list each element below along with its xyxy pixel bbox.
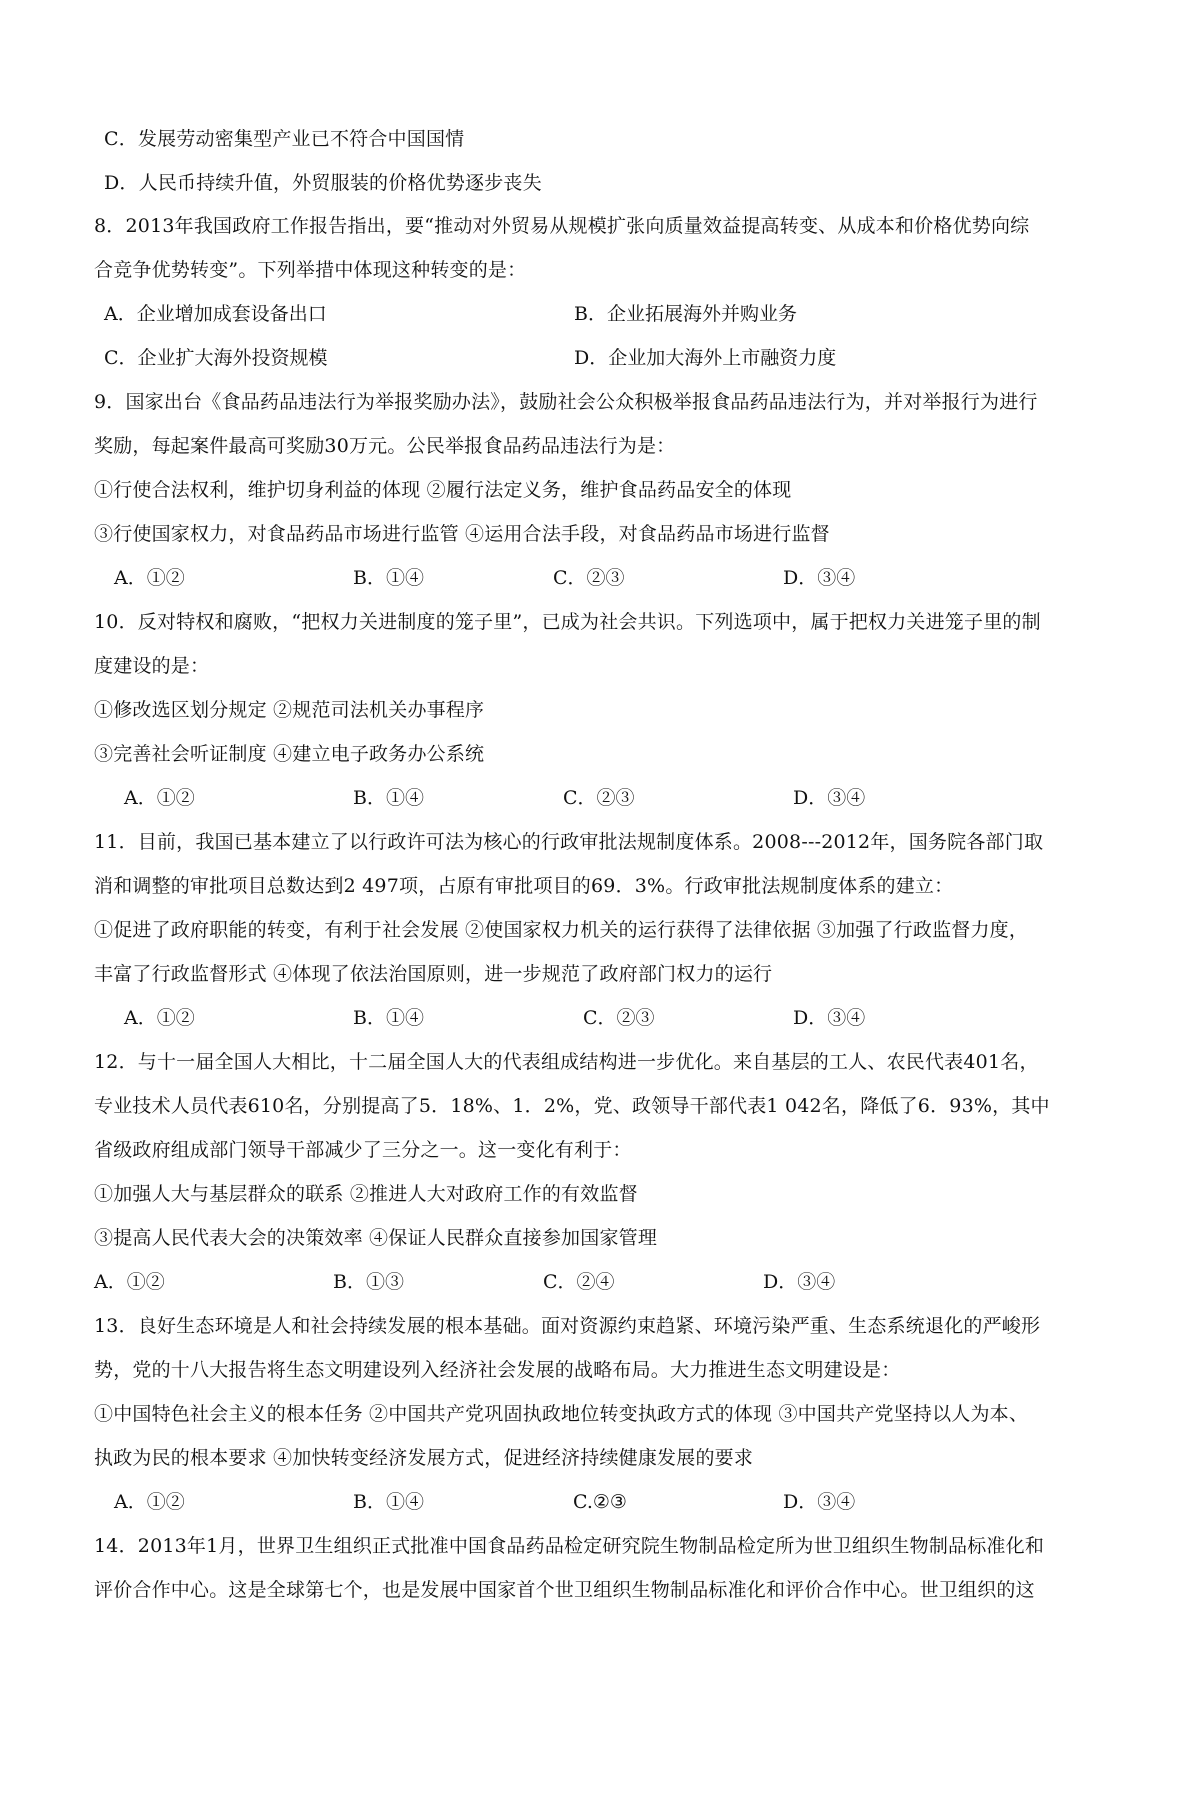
q14-stem-line-1: 14．2013年1月，世界卫生组织正式批准中国食品药品检定研究院生物制品检定所为世卫组织生物制品标准化和: [94, 1535, 1045, 1557]
q10-statement-line-2: ③完善社会听证制度 ④建立电子政务办公系统: [94, 743, 485, 765]
q9-option-c: C．②③: [553, 567, 625, 589]
q13-stem-line-1: 13．良好生态环境是人和社会持续发展的根本基础。面对资源约束趋紧、环境污染严重、生态系统退化的严峻形: [94, 1315, 1041, 1337]
q9-stem-line-1: 9．国家出台《食品药品违法行为举报奖励办法》，鼓励社会公众积极举报食品药品违法行为，并对举报行为进行: [94, 391, 1038, 413]
q11-stem-line-1: 11．目前，我国已基本建立了以行政许可法为核心的行政审批法规制度体系。2008---2012年，国务院各部门取: [94, 831, 1044, 853]
q12-stem-line-1: 12．与十一届全国人大相比，十二届全国人大的代表组成结构进一步优化。来自基层的工人、农民代表401名，: [94, 1051, 1039, 1073]
q10-option-b: B．①④: [353, 787, 424, 809]
q10-option-a: A．①②: [124, 787, 195, 809]
q12-option-d: D．③④: [763, 1271, 836, 1293]
q11-option-d: D．③④: [793, 1007, 866, 1029]
q8-stem-line-2: 合竞争优势转变”。下列举措中体现这种转变的是：: [94, 259, 527, 281]
q12-option-a: A．①②: [94, 1271, 165, 1293]
q13-option-b: B．①④: [353, 1491, 424, 1513]
q10-option-c: C．②③: [563, 787, 635, 809]
q8-stem-line-1: 8．2013年我国政府工作报告指出，要“推动对外贸易从规模扩张向质量效益提高转变、从成本和价格优势向综: [94, 215, 1030, 237]
q9-statement-line-2: ③行使国家权力，对食品药品市场进行监管 ④运用合法手段，对食品药品市场进行监督: [94, 523, 830, 545]
q12-stem-line-3: 省级政府组成部门领导干部减少了三分之一。这一变化有利于：: [94, 1139, 632, 1161]
q9-option-b: B．①④: [353, 567, 424, 589]
q8-option-b: B．企业拓展海外并购业务: [574, 303, 797, 325]
q14-stem-line-2: 评价合作中心。这是全球第七个，也是发展中国家首个世卫组织生物制品标准化和评价合作中心。世卫组织的这: [94, 1579, 1035, 1601]
q9-option-a: A．①②: [114, 567, 185, 589]
q10-statement-line-1: ①修改选区划分规定 ②规范司法机关办事程序: [94, 699, 485, 721]
q11-option-b: B．①④: [353, 1007, 424, 1029]
q13-stem-line-2: 势，党的十八大报告将生态文明建设列入经济社会发展的战略布局。大力推进生态文明建设是：: [94, 1359, 901, 1381]
q7-option-d: D．人民币持续升值，外贸服装的价格优势逐步丧失: [104, 172, 542, 194]
q12-stem-line-2: 专业技术人员代表610名，分别提高了5．18%、1．2%，党、政领导干部代表1 042名，降低了6．93%，其中: [94, 1095, 1050, 1117]
q8-option-c: C．企业扩大海外投资规模: [104, 347, 328, 369]
q10-stem-line-1: 10．反对特权和腐败，“把权力关进制度的笼子里”，已成为社会共识。下列选项中，属于把权力关进笼子里的制: [94, 611, 1041, 633]
q10-stem-line-2: 度建设的是：: [94, 655, 210, 677]
q13-option-a: A．①②: [114, 1491, 185, 1513]
q9-stem-line-2: 奖励，每起案件最高可奖励30万元。公民举报食品药品违法行为是：: [94, 435, 676, 457]
q8-option-a: A．企业增加成套设备出口: [104, 303, 327, 325]
q11-statement-line-2: 丰富了行政监督形式 ④体现了依法治国原则，进一步规范了政府部门权力的运行: [94, 963, 773, 985]
q13-option-c: C.②③: [573, 1491, 627, 1513]
q12-statement-line-1: ①加强人大与基层群众的联系 ②推进人大对政府工作的有效监督: [94, 1183, 638, 1205]
q12-statement-line-2: ③提高人民代表大会的决策效率 ④保证人民群众直接参加国家管理: [94, 1227, 658, 1249]
q12-option-c: C．②④: [543, 1271, 615, 1293]
q7-option-c: C．发展劳动密集型产业已不符合中国国情: [104, 128, 465, 150]
q8-option-d: D．企业加大海外上市融资力度: [574, 347, 837, 369]
q11-option-a: A．①②: [124, 1007, 195, 1029]
q11-stem-line-2: 消和调整的审批项目总数达到2 497项，占原有审批项目的69．3%。行政审批法规制度体系的建立：: [94, 875, 954, 897]
q10-option-d: D．③④: [793, 787, 866, 809]
q12-option-b: B．①③: [333, 1271, 404, 1293]
q13-option-d: D．③④: [783, 1491, 856, 1513]
q9-statement-line-1: ①行使合法权利，维护切身利益的体现 ②履行法定义务，维护食品药品安全的体现: [94, 479, 792, 501]
q13-statement-line-2: 执政为民的根本要求 ④加快转变经济发展方式，促进经济持续健康发展的要求: [94, 1447, 754, 1469]
q11-option-c: C．②③: [583, 1007, 655, 1029]
q11-statement-line-1: ①促进了政府职能的转变，有利于社会发展 ②使国家权力机关的运行获得了法律依据 ③加强了行政监督力度，: [94, 919, 1029, 941]
q9-option-d: D．③④: [783, 567, 856, 589]
q13-statement-line-1: ①中国特色社会主义的根本任务 ②中国共产党巩固执政地位转变执政方式的体现 ③中国共产党坚持以人为本、: [94, 1403, 1029, 1425]
